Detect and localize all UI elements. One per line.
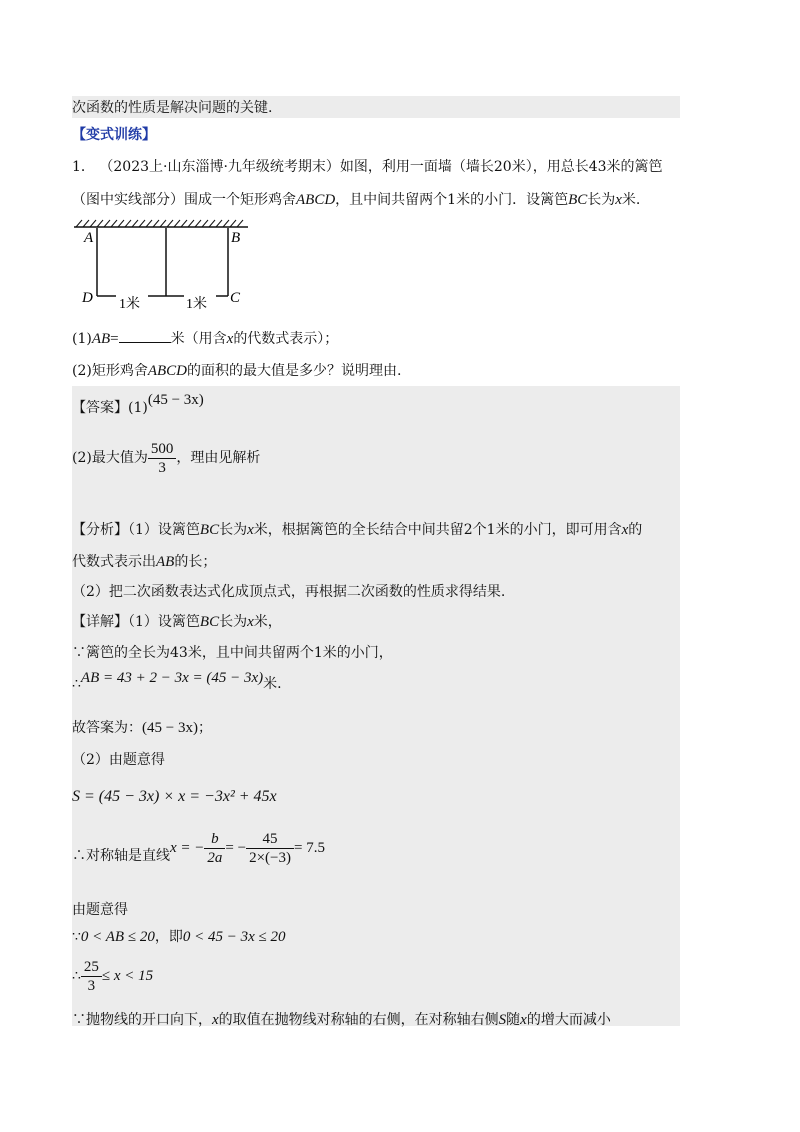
detail-1a: （1）设篱笆 <box>128 614 200 630</box>
detail-line-1 <box>72 612 282 632</box>
analysis-1d: 的 <box>628 522 643 538</box>
q2-prefix: (2)矩形鸡舍 <box>72 363 148 379</box>
problem-line-1 <box>72 157 663 177</box>
detail-9b: ，即 <box>154 929 183 945</box>
analysis-1b: 长为 <box>219 522 248 538</box>
q1-suffix-b: 的代数式表示）； <box>233 331 339 347</box>
problem-text-2c: 长为 <box>587 192 616 208</box>
a1-expr: (45 − 3x) <box>147 392 204 408</box>
detail-11b: 的取值在抛物线对称轴的右侧，在对称轴右侧 <box>218 1012 499 1028</box>
frac-num: 45 <box>246 830 294 849</box>
a2-suffix: ，理由见解析 <box>176 450 261 466</box>
fence-lines <box>97 228 228 296</box>
a2-prefix: (2)最大值为 <box>72 450 148 466</box>
area-expression: S = (45 − 3x) × x = −3x² + 45x <box>72 788 277 805</box>
math-ab: AB <box>91 331 111 347</box>
top-line: 次函数的性质是解决问题的关键. <box>72 100 273 116</box>
analysis-line-3: （2）把二次函数表达式化成顶点式，再根据二次函数的性质求得结果. <box>72 584 506 600</box>
detail-line-2: ∵篱笆的全长为43米，且中间共留两个1米的小门， <box>72 645 393 661</box>
detail-7a: ∴对称轴是直线 <box>72 848 170 864</box>
q1-prefix: (1) <box>72 331 92 347</box>
fraction-b-2a <box>204 830 225 867</box>
frac-den: 3 <box>87 977 96 994</box>
answer-line-1 <box>72 392 204 418</box>
q2-suffix: 的面积的最大值是多少？说明理由. <box>187 363 402 379</box>
a1-prefix: (1) <box>128 400 148 416</box>
math-x: x <box>247 614 254 630</box>
frac-num: b <box>204 830 225 849</box>
x-range-raw: 0 < 45 − 3x ≤ 20 <box>182 929 286 945</box>
detail-4b: ； <box>197 720 212 736</box>
analysis-2b: 的长； <box>174 554 217 570</box>
detail-label: 【详解】 <box>72 614 128 630</box>
ab-range: 0 < AB ≤ 20 <box>80 929 155 945</box>
frac-num: 500 <box>148 440 177 459</box>
question-2 <box>72 361 401 381</box>
detail-line-9 <box>72 927 285 947</box>
detail-line-8: 由题意得 <box>72 902 128 918</box>
problem-text-1: （2023上·山东淄博·九年级统考期末）如图，利用一面墙（墙长20米），用总长43米的篱笆 <box>99 159 663 175</box>
door-label-1: 1米 <box>119 297 140 312</box>
analysis-label: 【分析】 <box>72 522 128 538</box>
therefore-symbol: ∴ <box>72 968 81 984</box>
section-title: 【变式训练】 <box>72 127 156 143</box>
fraction-45 <box>246 830 294 867</box>
frac-den: 2×(−3) <box>249 849 291 866</box>
question-1 <box>72 329 338 349</box>
problem-line-2 <box>72 190 640 210</box>
detail-1c: 米， <box>253 614 282 630</box>
detail-line-5: （2）由题意得 <box>72 752 165 768</box>
q1-suffix-a: 米（用含 <box>170 331 227 347</box>
ab-expression: AB = 43 + 2 − 3x = (45 − 3x) <box>80 670 264 686</box>
x-range: ≤ x < 15 <box>101 968 154 984</box>
label-A: A <box>84 230 94 246</box>
detail-11a: ∵抛物线的开口向下， <box>72 1012 212 1028</box>
answer-expr: (45 − 3x) <box>142 720 198 736</box>
math-abcd: ABCD <box>147 363 188 379</box>
math-eq: = <box>110 331 119 347</box>
math-x: x <box>520 1012 527 1028</box>
analysis-1a: （1）设篱笆 <box>128 522 200 538</box>
detail-11d: 的增大而减小 <box>526 1012 611 1028</box>
math-abcd: ABCD <box>296 192 336 208</box>
math-bc: BC <box>568 192 588 208</box>
analysis-1c: 米，根据篱笆的全长结合中间共留2个1米的小门，即可用含 <box>253 522 622 538</box>
axis-mid: = − <box>225 840 247 856</box>
answer-blank <box>119 330 171 343</box>
problem-text-2a: （图中实线部分）围成一个矩形鸡舍 <box>72 192 296 208</box>
math-x: x <box>621 522 629 538</box>
axis-rhs: = 7.5 <box>294 840 325 856</box>
frac-den: 2a <box>207 849 223 866</box>
answer-label: 【答案】 <box>72 400 128 416</box>
problem-text-2d: 米. <box>621 192 641 208</box>
analysis-line-1 <box>72 520 642 540</box>
detail-line-7 <box>72 828 325 868</box>
detail-11c: 随 <box>506 1012 521 1028</box>
coop-figure <box>72 218 262 316</box>
math-x: x <box>212 1012 219 1028</box>
math-s: S <box>498 1012 507 1028</box>
detail-line-4 <box>72 718 212 738</box>
answer-line-2 <box>72 438 260 478</box>
math-x: x <box>226 331 234 347</box>
analysis-line-2 <box>72 552 216 572</box>
detail-line-3 <box>72 670 282 694</box>
math-bc: BC <box>199 614 220 630</box>
label-C: C <box>230 290 241 306</box>
problem-text-2b: ，且中间共留两个1米的小门．设篱笆 <box>335 192 569 208</box>
math-ab: AB <box>156 554 175 570</box>
problem-number: 1． <box>72 159 95 175</box>
detail-line-10 <box>72 956 153 996</box>
frac-num: 25 <box>81 958 102 977</box>
axis-lhs: x = − <box>170 840 205 856</box>
math-x: x <box>247 522 254 538</box>
detail-3-unit: 米. <box>263 676 282 692</box>
therefore-symbol: ∴ <box>72 676 81 692</box>
math-bc: BC <box>199 522 220 538</box>
detail-line-11 <box>72 1010 611 1030</box>
detail-4a: 故答案为： <box>72 720 142 736</box>
label-D: D <box>82 290 93 306</box>
fraction-25-3 <box>81 958 102 995</box>
door-label-2: 1米 <box>186 297 207 312</box>
label-B: B <box>231 230 241 246</box>
fraction-500-3 <box>148 440 177 477</box>
detail-1b: 长为 <box>219 614 248 630</box>
frac-den: 3 <box>158 459 166 476</box>
because-symbol: ∵ <box>72 929 81 945</box>
wall-hatching <box>76 220 243 227</box>
analysis-2a: 代数式表示出 <box>72 554 156 570</box>
math-x: x <box>615 192 622 208</box>
